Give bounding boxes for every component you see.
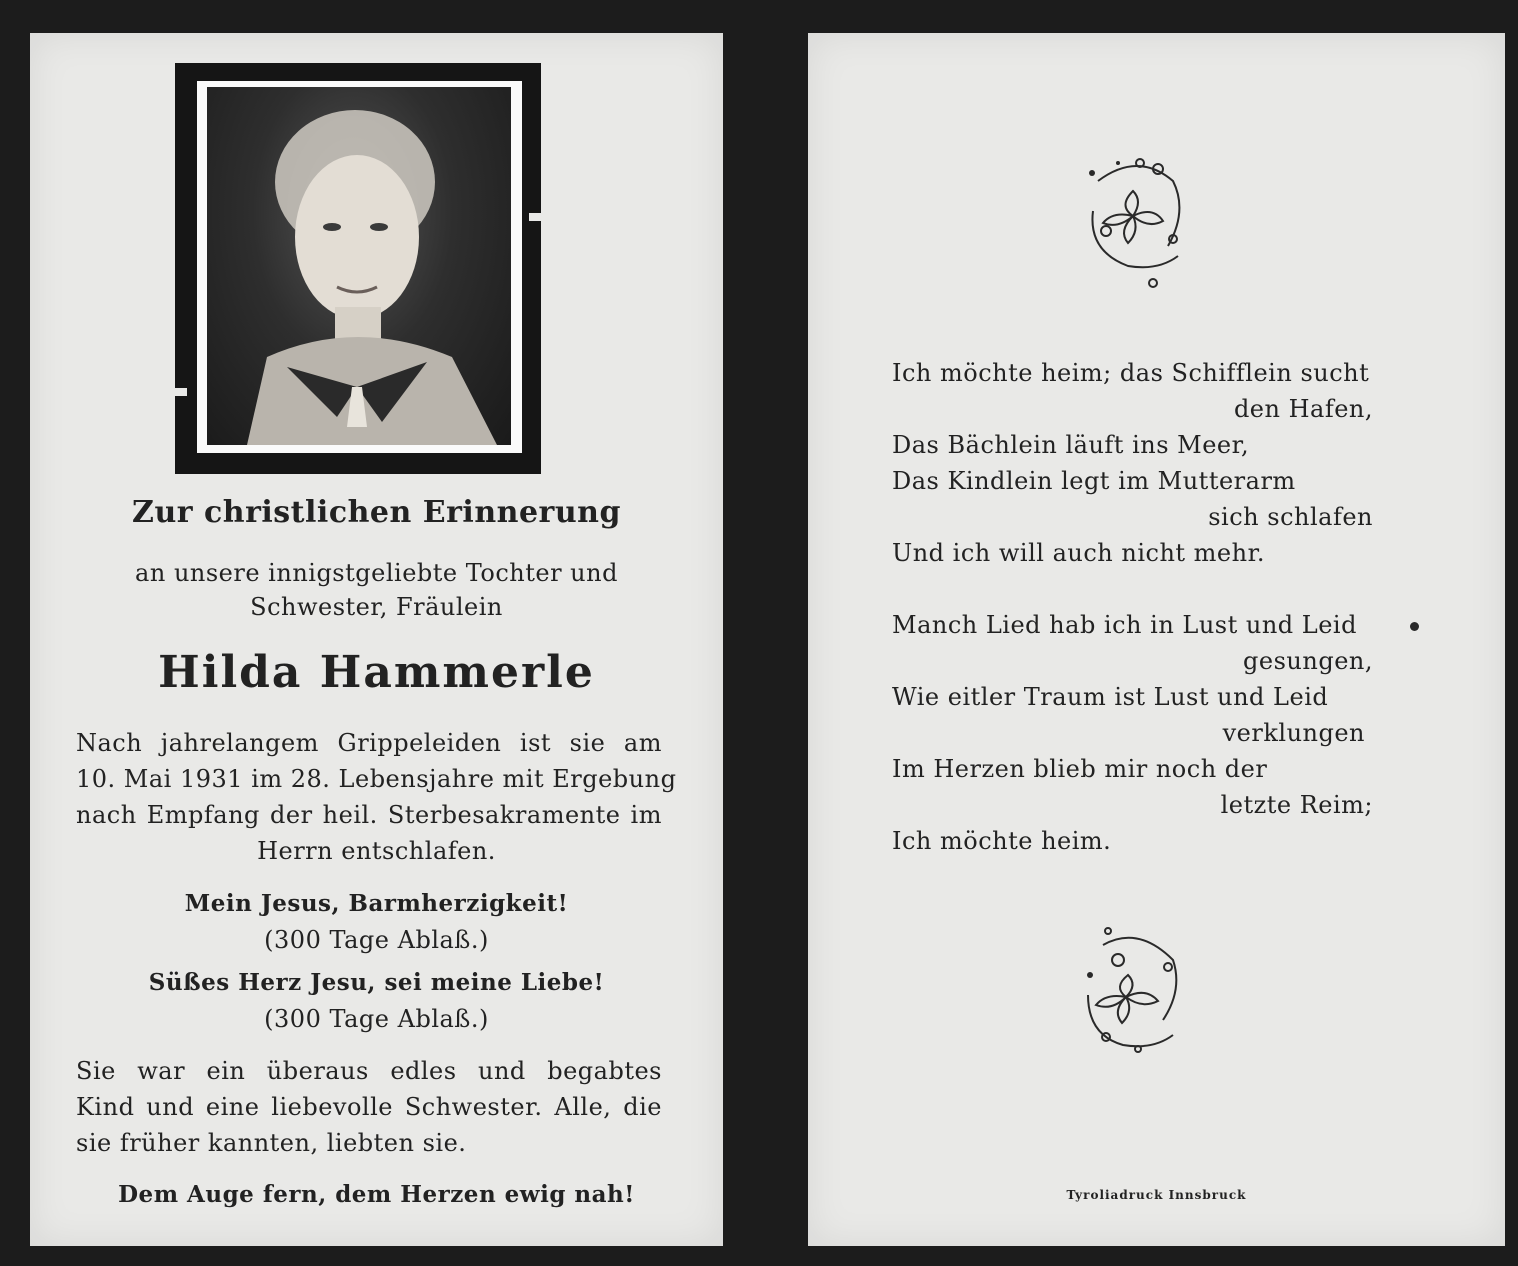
ink-spot (1410, 622, 1419, 631)
poem-line: Das Kindlein legt im Mutterarm (892, 467, 1296, 495)
poem-line: Im Herzen blieb mir noch der (892, 755, 1268, 783)
poem-line: Das Bächlein läuft ins Meer, (892, 431, 1250, 459)
portrait-illustration (207, 87, 511, 445)
photo-frame (175, 63, 541, 474)
poem-line: letzte Reim; (1220, 791, 1373, 819)
poem-line: Wie eitler Traum ist Lust und Leid (892, 683, 1329, 711)
text-line: 10. Mai 1931 im 28. Lebensjahre mit Ergebung (76, 765, 677, 793)
text-line: Herrn entschlafen. (257, 837, 496, 865)
card-heading: Zur christlichen Erinnerung (132, 495, 621, 530)
text-line: nach Empfang der heil. Sterbesakramente im (76, 801, 662, 829)
prayer-line: Süßes Herz Jesu, sei meine Liebe! (148, 969, 605, 996)
poem-line: Und ich will auch nicht mehr. (892, 539, 1266, 567)
tribute-line: Kind und eine liebevolle Schwester. Alle, die (76, 1093, 662, 1121)
poem-line: Ich möchte heim. (892, 827, 1112, 855)
intro-line: Schwester, Fräulein (250, 593, 503, 621)
deceased-name: Hilda Hammerle (158, 647, 595, 698)
tribute-line: sie früher kannten, liebten sie. (76, 1129, 467, 1157)
poem-line: sich schlafen (1208, 503, 1373, 531)
closing-line: Dem Auge fern, dem Herzen ewig nah! (118, 1181, 635, 1208)
poem-line: verklungen (1222, 719, 1365, 747)
portrait-photo (207, 87, 511, 445)
printer-imprint: Tyroliadruck Innsbruck (1066, 1188, 1247, 1202)
frame-notch (529, 213, 541, 221)
frame-notch (175, 388, 187, 396)
poem-line: Ich möchte heim; das Schifflein sucht (892, 359, 1370, 387)
text-line: Nach jahrelangem Grippeleiden ist sie am (76, 729, 662, 757)
memorial-card-front (30, 33, 723, 1246)
indulgence-line: (300 Tage Ablaß.) (264, 926, 489, 954)
prayer-line: Mein Jesus, Barmherzigkeit! (184, 890, 569, 917)
floral-ornament-icon (1078, 151, 1193, 291)
floral-ornament-icon (1078, 925, 1183, 1055)
memorial-card-back (808, 33, 1505, 1246)
poem-line: gesungen, (1243, 647, 1373, 675)
indulgence-line: (300 Tage Ablaß.) (264, 1005, 489, 1033)
tribute-line: Sie war ein überaus edles und begabtes (76, 1057, 662, 1085)
poem-line: den Hafen, (1233, 395, 1373, 423)
poem-line: Manch Lied hab ich in Lust und Leid (892, 611, 1357, 639)
intro-line: an unsere innigstgeliebte Tochter und (135, 559, 618, 587)
